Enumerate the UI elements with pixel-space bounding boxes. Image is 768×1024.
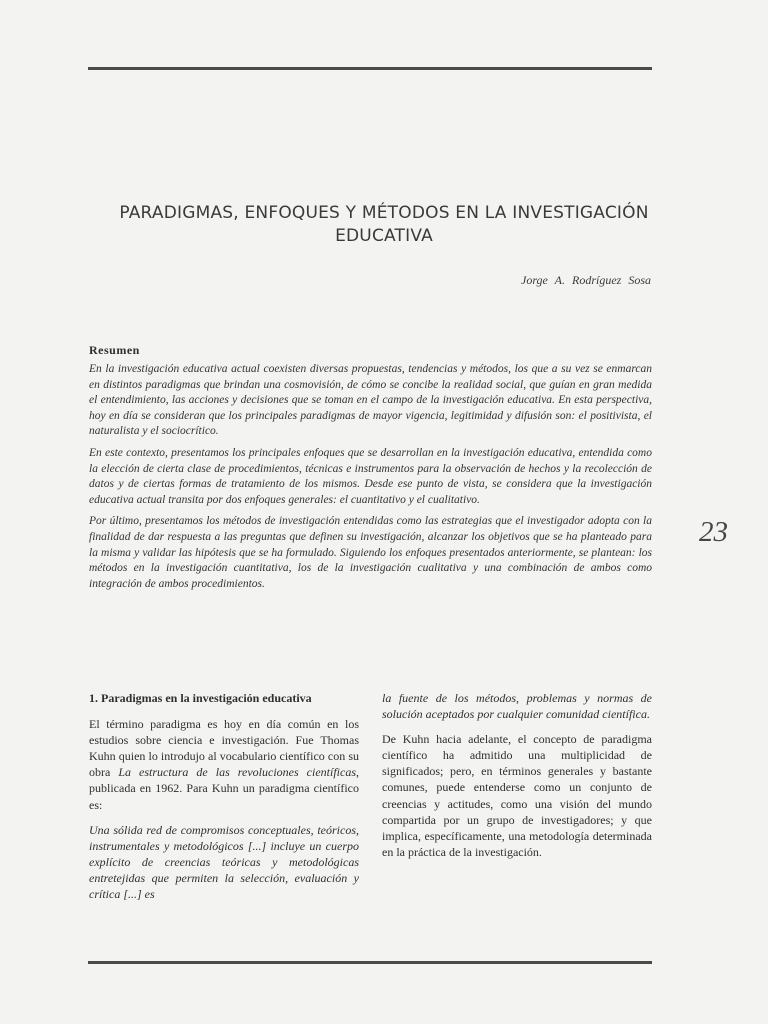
- bottom-rule: [88, 961, 652, 964]
- body-paragraph: De Kuhn hacia adelante, el concepto de paradigma científico ha admitido una multiplicidad de significados; pero, en términos generales y bastante comunes, puede entenderse como un conjunto de creencias y actitudes, como una visión del mundo compartida por un grupo de investigadores; y que implica, específicamente, una metodología determinada en la práctica de la investigación.: [382, 732, 652, 859]
- left-column: [89, 690, 359, 911]
- top-rule: [88, 67, 652, 70]
- abstract-paragraph: En este contexto, presentamos los principales enfoques que se desarrollan en la investigación educativa, entendida como la elección de cierta clase de procedimientos, técnicas e instrumentos para la observación de hechos y la recolección de datos y de ciertas formas de tratamiento de los mismos. Desde ese punto de vista, se considera que la investigación educativa actual transita por dos enfoques generales: el cuantitativo y el cualitativo.: [89, 446, 652, 506]
- body-text: El término paradigma es hoy en día común en los estudios sobre ciencia e investigación. Fue Thomas Kuhn quien lo introdujo al vocabulario científico con su obra: [89, 717, 359, 780]
- page-number: 23: [699, 516, 728, 548]
- right-column: [382, 690, 652, 869]
- author-name: Jorge A. Rodríguez Sosa: [521, 273, 651, 287]
- abstract-heading: Resumen: [89, 343, 140, 357]
- abstract-paragraph: Por último, presentamos los métodos de investigación entendidas como las estrategias que el investigador adopta con la finalidad de dar respuesta a las preguntas que definen su investigación, alcanzar los objetivos que se ha planteado para la misma y validar las hipótesis que se ha formulado. Siguiendo los enfoques presentados anteriormente, se plantean: los métodos en la investigación cuantitativa, los de la investigación cualitativa y una combinación de ambos como integración de ambos procedimientos.: [89, 515, 652, 590]
- block-quote: Una sólida red de compromisos conceptuales, teóricos, instrumentales y metodológicos [...] incluye un cuerpo explícito de creencias teóricas y metodológicas entretejidas que permiten la selección, evaluación y crítica [...] es: [89, 822, 359, 902]
- abstract: [89, 362, 652, 598]
- book-title: La estructura de las revoluciones científicas: [118, 765, 356, 780]
- section-heading: 1. Paradigmas en la investigación educativa: [89, 691, 312, 705]
- abstract-paragraph: En la investigación educativa actual coexisten diversas propuestas, tendencias y métodos, los que a su vez se enmarcan en distintos paradigmas que brindan una cosmovisión, de cómo se concibe la realidad social, que guían en gran medida el entendimiento, las acciones y decisiones que se toman en el campo de la investigación educativa. En esta perspectiva, hoy en día se consideran que los principales paradigmas de mayor vigencia, legitimidad y difusión son: el positivista, el naturalista y el sociocrítico.: [89, 363, 652, 438]
- article-title: PARADIGMAS, ENFOQUES Y MÉTODOS EN LA INVESTIGACIÓN EDUCATIVA: [119, 203, 649, 246]
- block-quote-continued: la fuente de los métodos, problemas y normas de solución aceptados por cualquier comunidad científica.: [382, 691, 652, 722]
- body-paragraph: [89, 716, 359, 813]
- body-text: , publicada en 1962. Para Kuhn un paradigma científico es:: [89, 765, 359, 812]
